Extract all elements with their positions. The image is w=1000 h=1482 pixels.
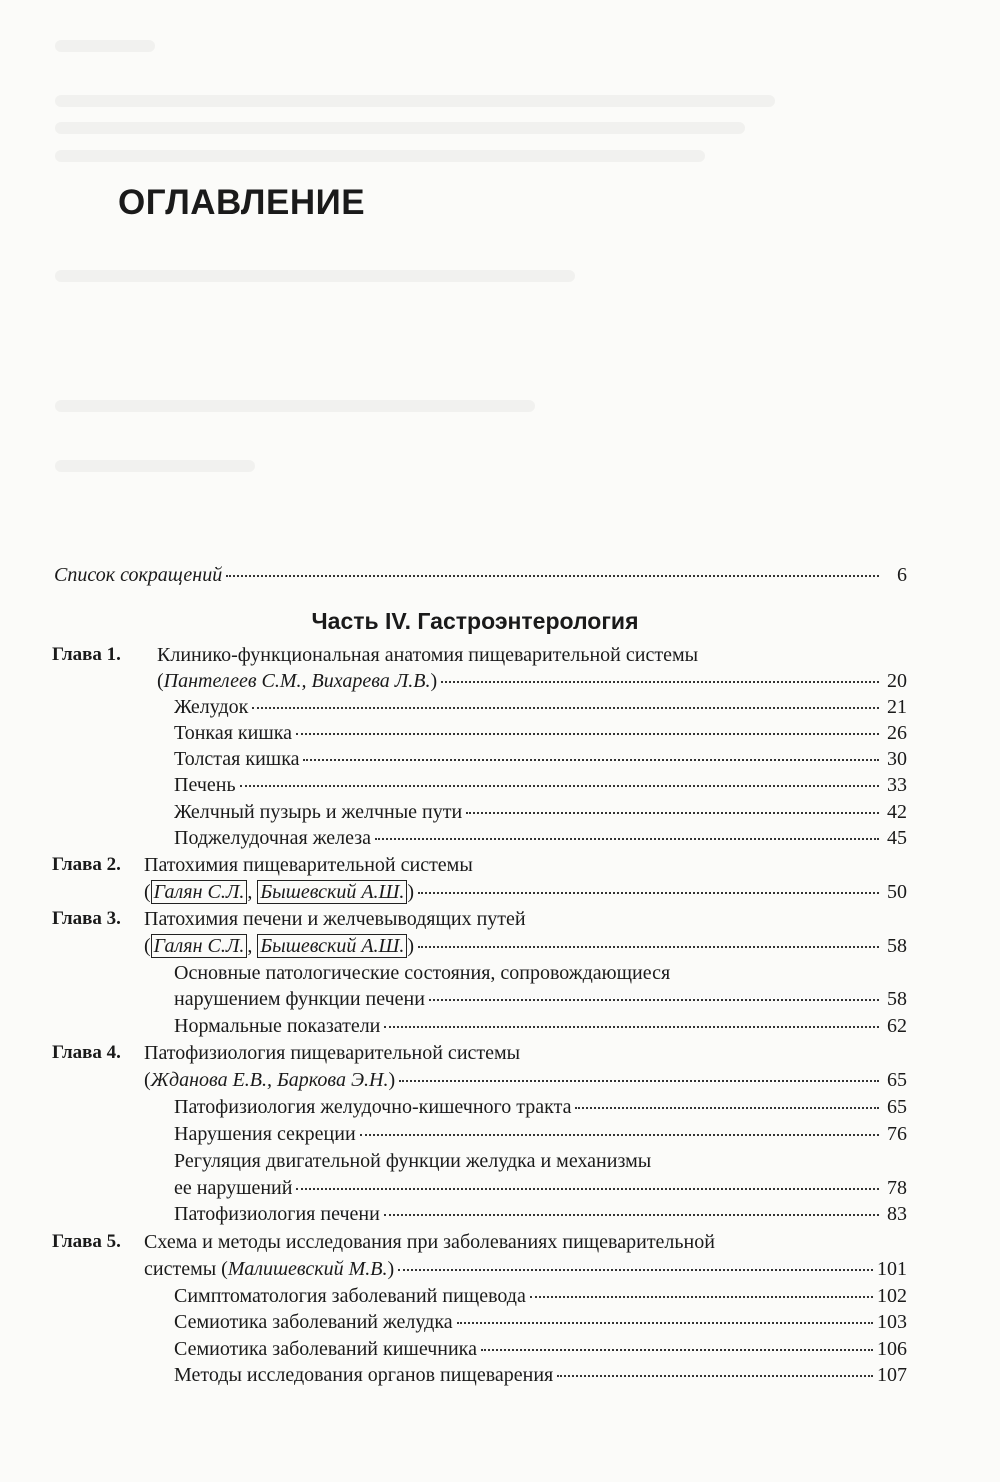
toc-entry-title: Список сокращений (54, 564, 223, 586)
chapter-title: Патофизиология пищеварительной системы (144, 1042, 521, 1064)
toc-entry-section[interactable] (174, 746, 907, 772)
toc-page-number: 107 (877, 1364, 907, 1386)
toc-entry-section[interactable] (174, 825, 907, 851)
toc-page-number: 45 (887, 827, 907, 849)
chapter-authors: Пантелеев С.М., Вихарева Л.В. (163, 670, 431, 692)
dot-leader (252, 707, 879, 709)
chapter-authors: Малишевский М.В. (227, 1258, 388, 1280)
toc-page-number: 42 (887, 801, 907, 823)
dot-leader (240, 785, 879, 787)
dot-leader (418, 946, 879, 948)
toc-page-number: 21 (887, 696, 907, 718)
dot-leader (418, 892, 879, 894)
toc-page-number: 50 (887, 881, 907, 903)
toc-entry-chapter-4[interactable] (144, 1067, 907, 1093)
chapter-author-boxed: Галян С.Л. (151, 934, 248, 958)
dot-leader (429, 999, 879, 1001)
chapter-title: Клинико-функциональная анатомия пищеварительной системы (157, 644, 699, 666)
toc-entry-title: Печень (174, 774, 236, 796)
dot-leader (481, 1349, 873, 1351)
chapter-label: Глава 4. (52, 1042, 121, 1063)
toc-entry-title: Толстая кишка (174, 748, 300, 770)
toc-entry-title: Тонкая кишка (174, 722, 293, 744)
toc-entry-section[interactable] (174, 1121, 907, 1147)
toc-entry-section[interactable] (174, 1362, 907, 1388)
dot-leader (375, 838, 879, 840)
toc-entry-section[interactable] (174, 1336, 907, 1362)
chapter-title: Схема и методы исследования при заболеваниях пищеварительной (144, 1231, 715, 1253)
toc-entry-title: Симптоматология заболеваний пищевода (174, 1285, 526, 1307)
toc-entry-section[interactable] (174, 1094, 907, 1120)
toc-entry-section[interactable] (174, 694, 907, 720)
toc-entry-chapter-2[interactable] (144, 879, 907, 905)
dot-leader (441, 681, 879, 683)
toc-entry-abbreviations[interactable] (54, 562, 907, 588)
toc-entry-title: ее нарушений (174, 1177, 293, 1199)
dot-leader (360, 1134, 879, 1136)
toc-page-number: 102 (877, 1285, 907, 1307)
dot-leader (530, 1296, 873, 1298)
toc-page-number: 65 (887, 1096, 907, 1118)
bleed-through (55, 122, 745, 134)
toc-page-number: 106 (877, 1338, 907, 1360)
bleed-through (55, 95, 775, 107)
dot-leader (384, 1026, 879, 1028)
dot-leader (296, 733, 879, 735)
toc-page-number: 62 (887, 1015, 907, 1037)
chapter-authors: Жданова Е.В., Баркова Э.Н. (150, 1069, 389, 1091)
bleed-through (55, 460, 255, 472)
toc-page-number: 76 (887, 1123, 907, 1145)
dot-leader (296, 1188, 879, 1190)
toc-entry-title: Патофизиология печени (174, 1203, 380, 1225)
toc-entry-title: Семиотика заболеваний кишечника (174, 1338, 477, 1360)
dot-leader (384, 1214, 879, 1216)
bleed-through (55, 270, 575, 282)
chapter-title: Патохимия пищеварительной системы (144, 854, 473, 876)
chapter-author-boxed: Бышевский А.Ш. (257, 934, 407, 958)
toc-entry-title: ( Галян С.Л. , Бышевский А.Ш. ) (144, 935, 415, 957)
toc-entry-title: Патофизиология желудочно-кишечного тракта (174, 1096, 572, 1118)
toc-page-number: 58 (887, 988, 907, 1010)
toc-entry-section[interactable] (174, 1309, 907, 1335)
toc-entry-section[interactable] (174, 799, 907, 825)
toc-entry-title: Поджелудочная железа (174, 827, 372, 849)
bleed-through (55, 150, 705, 162)
toc-page-number: 20 (887, 670, 907, 692)
toc-entry-chapter-3[interactable] (144, 933, 907, 959)
toc-entry-title: нарушением функции печени (174, 988, 425, 1010)
toc-page-number: 101 (877, 1258, 907, 1280)
toc-entry-title: (Пантелеев С.М., Вихарева Л.В.) (157, 670, 438, 692)
toc-page-number: 65 (887, 1069, 907, 1091)
toc-page-number: 83 (887, 1203, 907, 1225)
toc-entry-section[interactable] (174, 720, 907, 746)
toc-page-number: 6 (897, 564, 907, 586)
toc-entry-title: Желчный пузырь и желчные пути (174, 801, 463, 823)
toc-entry-title: Нормальные показатели (174, 1015, 381, 1037)
toc-entry-title: системы (Малишевский М.В.) (144, 1258, 395, 1280)
toc-entry-section[interactable] (174, 772, 907, 798)
dot-leader (303, 759, 879, 761)
toc-entry-section[interactable] (174, 1175, 907, 1201)
chapter-title: Патохимия печени и желчевыводящих путей (144, 908, 526, 930)
dot-leader (575, 1107, 879, 1109)
dot-leader (399, 1080, 879, 1082)
toc-entry-title: Нарушения секреции (174, 1123, 356, 1145)
chapter-label: Глава 2. (52, 854, 121, 875)
chapter-title: системы (144, 1258, 217, 1280)
toc-entry-title: (Жданова Е.В., Баркова Э.Н.) (144, 1069, 396, 1091)
chapter-author-boxed: Галян С.Л. (151, 880, 248, 904)
dot-leader (398, 1269, 873, 1271)
toc-page-number: 26 (887, 722, 907, 744)
bleed-through (55, 400, 535, 412)
toc-entry-title: Желудок (174, 696, 249, 718)
toc-entry-chapter-1[interactable] (157, 668, 907, 694)
toc-page-number: 78 (887, 1177, 907, 1199)
toc-page-number: 33 (887, 774, 907, 796)
chapter-label: Глава 3. (52, 908, 121, 929)
page-title: ОГЛАВЛЕНИЕ (118, 183, 366, 222)
toc-page-number: 58 (887, 935, 907, 957)
toc-page-number: 30 (887, 748, 907, 770)
toc-entry-section[interactable] (174, 1201, 907, 1227)
toc-entry-title: Методы исследования органов пищеварения (174, 1364, 554, 1386)
toc-page-number: 103 (877, 1311, 907, 1333)
part-heading: Часть IV. Гастроэнтерология (311, 608, 639, 634)
toc-entry-section[interactable] (174, 1013, 907, 1039)
toc-entry-section[interactable] (174, 986, 907, 1012)
chapter-label: Глава 1. (52, 644, 121, 665)
chapter-label: Глава 5. (52, 1231, 121, 1252)
toc-entry-title: ( Галян С.Л. , Бышевский А.Ш. ) (144, 881, 415, 903)
dot-leader (557, 1375, 873, 1377)
chapter-author-boxed: Бышевский А.Ш. (257, 880, 407, 904)
toc-entry-title: Семиотика заболеваний желудка (174, 1311, 453, 1333)
bleed-through (55, 40, 155, 52)
dot-leader (226, 575, 879, 577)
toc-entry-chapter-5[interactable] (144, 1256, 907, 1282)
dot-leader (457, 1322, 873, 1324)
section-title-line: Регуляция двигательной функции желудка и механизмы (174, 1150, 652, 1172)
dot-leader (466, 812, 879, 814)
section-title-line: Основные патологические состояния, сопровождающиеся (174, 962, 671, 984)
toc-entry-section[interactable] (174, 1283, 907, 1309)
